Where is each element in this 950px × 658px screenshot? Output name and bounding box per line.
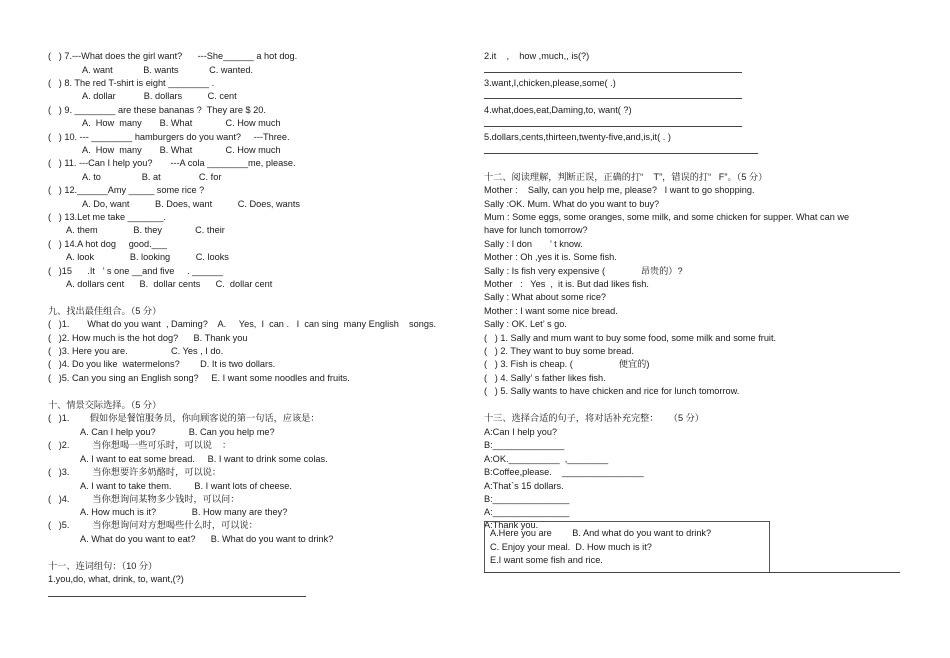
bottom-rule — [484, 572, 900, 573]
dialogue-line-1: Mother : Sally, can you help me, please? I want to go shopping. — [484, 185, 755, 195]
question-7: ( ) 7.---What does the girl want? ---She______ a hot dog. — [48, 51, 298, 61]
dialogue-line-6: Mother : Oh ,yes it is. Some fish. — [484, 252, 617, 262]
question-10-options: A. How many B. What C. How much — [82, 145, 281, 155]
section-11-item-3: 3.want,I,chicken,please,some( .) — [484, 78, 616, 88]
section-9-title: 九、找出最佳组合。（5 分） — [48, 306, 162, 316]
dialogue-line-8: Mother : Yes , it is. But dad likes fish. — [484, 279, 649, 289]
judge-item-4: ( ) 4. Sally’ s father likes fish. — [484, 373, 606, 383]
dialogue-line-5: Sally : I don ’ t know. — [484, 239, 583, 249]
conversation-line-6: B:_______________ — [484, 494, 570, 504]
section-10-item-5-options: A. What do you want to eat? B. What do you want to drink? — [80, 534, 334, 544]
section-10-item-2-options: A. I want to eat some bread. B. I want to drink some colas. — [80, 454, 328, 464]
judge-item-2: ( ) 2. They want to buy some bread. — [484, 346, 634, 356]
question-8: ( ) 8. The red T-shirt is eight ________ . — [48, 78, 215, 88]
question-14-options: A. look B. looking C. looks — [66, 252, 229, 262]
question-15: ( )15 .It ’ s one __and five . ______ — [48, 266, 223, 276]
dialogue-line-2: Sally :OK. Mum. What do you want to buy? — [484, 199, 660, 209]
conversation-line-8: A:Thank you. — [484, 520, 539, 530]
question-10: ( ) 10. --- ________ hamburgers do you want? ---Three. — [48, 132, 290, 142]
question-11-options: A. to B. at C. for — [82, 172, 222, 182]
question-12: ( ) 12.______Amy _____ some rice ? — [48, 185, 205, 195]
dialogue-line-9: Sally : What about some rice? — [484, 292, 607, 302]
section-10-item-4-options: A. How much is it? B. How many are they? — [80, 507, 288, 517]
conversation-line-5: A:That`s 15 dollars. — [484, 481, 564, 491]
question-7-options: A. want B. wants C. wanted. — [82, 65, 254, 75]
conversation-line-1: A:Can I help you? — [484, 427, 558, 437]
conversation-line-7: A:_______________ — [484, 507, 570, 517]
dialogue-line-11: Sally : OK. Let’ s go. — [484, 319, 567, 329]
options-box-line-1: A.Here you are B. And what do you want to drink? — [490, 528, 712, 538]
section-9-item-3: ( )3. Here you are. C. Yes , I do. — [48, 346, 224, 356]
section-9-item-5: ( )5. Can you sing an English song? E. I want some noodles and fruits. — [48, 373, 350, 383]
answer-line-2 — [484, 72, 742, 73]
question-12-options: A. Do, want B. Does, want C. Does, wants — [82, 199, 301, 209]
answer-line-5 — [484, 153, 758, 154]
question-15-options: A. dollars cent B. dollar cents C. dollar cent — [66, 279, 273, 289]
options-box-line-3: E.I want some fish and rice. — [490, 555, 603, 565]
section-9-item-4: ( )4. Do you like watermelons? D. It is two dollars. — [48, 359, 276, 369]
section-11-item-1: 1.you,do, what, drink, to, want,(?) — [48, 574, 184, 584]
section-12-title: 十二、阅读理解，判断正误，正确的打“ T”，错误的打“ F”。（5 分） — [484, 172, 768, 182]
section-9-item-1: ( )1. What do you want , Daming? A. Yes, I can . I can sing many English songs. — [48, 319, 437, 329]
question-9: ( ) 9. ________ are these bananas ? They are $ 20. — [48, 105, 266, 115]
answer-line-3 — [484, 98, 742, 99]
question-13-options: A. them B. they C. their — [66, 225, 225, 235]
question-9-options: A. How many B. What C. How much — [82, 118, 281, 128]
conversation-line-2: B:______________ — [484, 440, 565, 450]
section-10-item-1-options: A. Can I help you? B. Can you help me? — [80, 427, 275, 437]
section-10-title: 十、情景交际选择。（5 分） — [48, 400, 162, 410]
section-11-item-5: 5.dollars,cents,thirteen,twenty-five,and,is,it( . ) — [484, 132, 671, 142]
answer-line-1 — [48, 596, 306, 597]
question-14: ( ) 14.A hot dog good.___ — [48, 239, 168, 249]
dialogue-line-3: Mum : Some eggs, some oranges, some milk, and some chicken for supper. What can we — [484, 212, 850, 222]
judge-item-3: ( ) 3. Fish is cheap. ( 便宜的) — [484, 359, 650, 369]
question-11: ( ) 11. ---Can I help you? ---A cola ________me, please. — [48, 158, 296, 168]
dialogue-line-10: Mother : I want some nice bread. — [484, 306, 618, 316]
section-10-item-3: ( )3. 当你想要许多奶酪时，可以说： — [48, 467, 222, 477]
conversation-line-4: B:Coffee,please. ________________ — [484, 467, 644, 477]
question-13: ( ) 13.Let me take _______. — [48, 212, 166, 222]
section-11-title: 十一、连词组句：（10 分） — [48, 561, 158, 571]
section-10-item-3-options: A. I want to take them. B. I want lots of cheese. — [80, 481, 292, 491]
judge-item-1: ( ) 1. Sally and mum want to buy some food, some milk and some fruit. — [484, 333, 777, 343]
section-13-title: 十三、选择合适的句子，将对话补充完整： （5 分） — [484, 413, 704, 423]
dialogue-line-7: Sally : Is fish very expensive ( 昂贵的）? — [484, 266, 683, 276]
section-10-item-4: ( )4. 当你想询问某物多少钱时，可以问： — [48, 494, 240, 504]
section-10-item-1: ( )1. 假如你是餐馆服务员，你向顾客说的第一句话，应该是： — [48, 413, 320, 423]
section-10-item-5: ( )5. 当你想询问对方想喝些什么时，可以说： — [48, 520, 258, 530]
judge-item-5: ( ) 5. Sally wants to have chicken and rice for lunch tomorrow. — [484, 386, 740, 396]
section-9-item-2: ( )2. How much is the hot dog? B. Thank you — [48, 333, 248, 343]
dialogue-line-4: have for lunch tomorrow? — [484, 225, 588, 235]
section-10-item-2: ( )2. 当你想喝一些可乐时，可以说 ： — [48, 440, 232, 450]
question-8-options: A. dollar B. dollars C. cent — [82, 91, 237, 101]
conversation-line-3: A:OK.__________ ,________ — [484, 454, 609, 464]
section-11-item-4: 4.what,does,eat,Daming,to, want( ?) — [484, 105, 632, 115]
options-box-line-2: C. Enjoy your meal. D. How much is it? — [490, 542, 652, 552]
answer-line-4 — [484, 126, 742, 127]
section-11-item-2: 2.it , how ,much,, is(?) — [484, 51, 590, 61]
